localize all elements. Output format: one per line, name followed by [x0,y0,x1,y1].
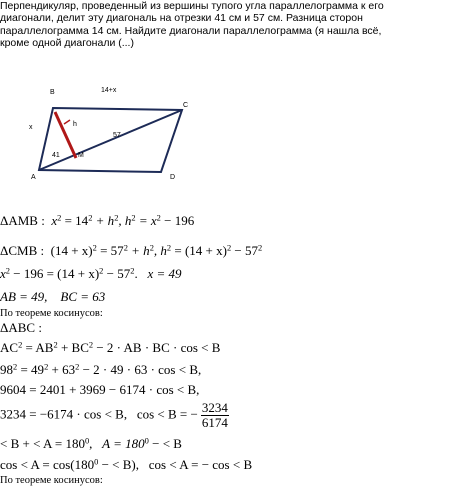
segment-41-label: 41 [52,152,60,159]
eq-triangle-amb: ΔAMB : $x^2 = 14^2 + h^2$, $h^2 = x^2 - 196$ [0,212,195,228]
top-side-label: 14+x [101,87,117,94]
vertex-a-label: A [31,174,36,181]
eq-cosine-law: $AC^2 = AB^2 + BC^2 - 2$ · AB · BC · cos < B [0,339,221,355]
left-side-label: x [29,124,33,131]
triangle-abc-label: ΔABC : [0,320,42,335]
vertex-d-label: D [170,174,176,181]
cosine-theorem-note-1: По теореме косинусов: [0,308,103,319]
eq-cosine-evaluated: 9604 = 2401 + 3969 − 6174 · cos < B, [0,382,200,397]
vertex-c-label: C [183,102,189,109]
parallelogram-figure [0,0,474,200]
vertex-b-label: B [50,89,55,96]
point-m-label: M [78,152,84,159]
problem-line: параллелограмма 14 см. Найдите диагонали параллелограмма (я нашла всё, [0,24,382,37]
problem-line: Перпендикуляр, проведенный из вершины тупого угла параллелограмма к его [0,0,384,12]
problem-line: диагонали, делит эту диагональ на отрезки 41 см и 57 см. Разница сторон [0,12,363,25]
eq-combined: $x^2 - 196 = (14 + x)^2 - 57^2$. x = 49 [0,265,182,281]
eq-sides: AB = 49, BC = 63 [0,289,106,304]
problem-line: кроме одной диагонали (...) [0,37,134,50]
height-label: h [73,121,77,128]
cos-b-fraction: $\frac{3234}{6174}$ [201,400,228,430]
eq-angle-sum: < B + < $A = 180^0$, $A = 180^0$ − < B [0,435,182,451]
eq-cosine-numbers: $98^2 = 49^2 + 63^2 - 2 \cdot 49 \cdot 63 \cdot \cos < B$, [0,361,202,377]
segment-57-label: 57 [113,132,121,139]
eq-cos-b: 3234 = −6174 · cos < B, cos < B = − $\frac{3234}{6174}$ [0,400,228,430]
diagonal-ac [39,110,182,170]
cosine-theorem-note-2: По теореме косинусов: [0,475,103,486]
eq-cos-a: $\cos < A = \cos(180^0$ − < B), cos < A = − cos < B [0,456,253,472]
height-arrow-tick [64,120,70,124]
eq-triangle-cmb: ΔCMB : $(14 + x)^2 = 57^2 + h^2$, $h^2 = (14 + x)^2 - 57^2$ [0,242,263,258]
